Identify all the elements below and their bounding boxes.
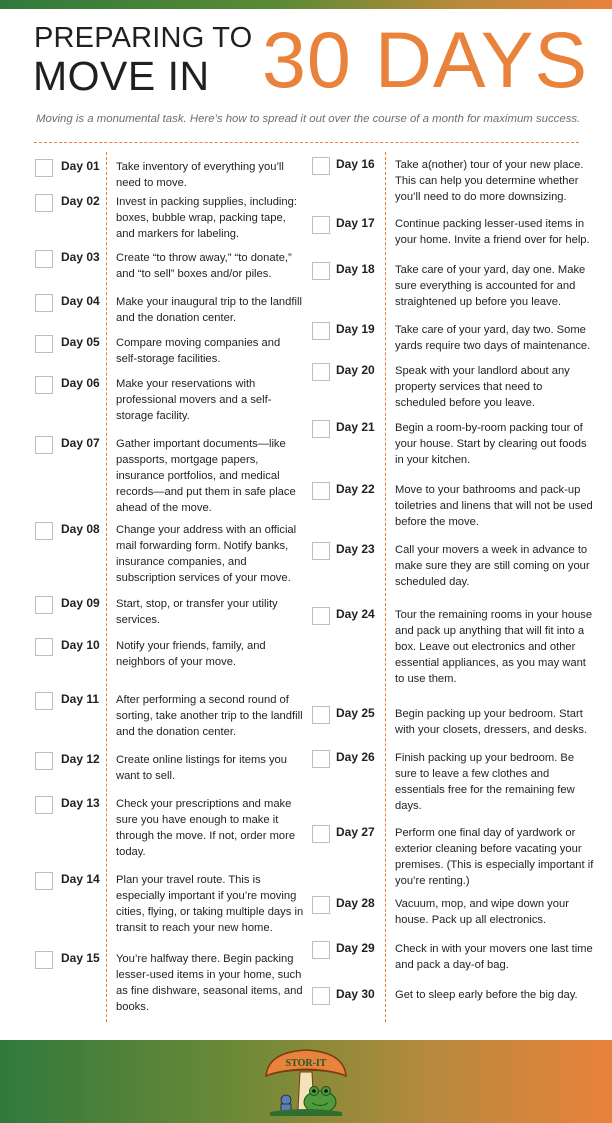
day-label: Day 08	[61, 522, 100, 536]
day-task: You’re halfway there. Begin packing lesser-used items in your home, such as fine dishware, seasonal items, and books.	[116, 953, 303, 1013]
day-task: Check your prescriptions and make sure you have enough to make it through the move. If not, order more today.	[116, 798, 296, 858]
day-task: Compare moving companies and self-storage facilities.	[116, 337, 281, 365]
frog-under-mushroom-logo	[262, 1046, 350, 1118]
day-label: Day 17	[336, 216, 375, 230]
title-days: 30 DAYS	[262, 15, 589, 104]
checkbox[interactable]	[312, 216, 330, 234]
day-task: Get to sleep early before the big day.	[395, 989, 578, 1001]
day-label: Day 06	[61, 376, 100, 390]
checkbox[interactable]	[312, 420, 330, 438]
day-task: Take a(nother) tour of your new place. This can help you determine whether you’ll need to do more downsizing.	[395, 159, 584, 203]
day-task: Finish packing up your bedroom. Be sure to leave a few clothes and essentials free for the remaining few days.	[395, 752, 575, 812]
day-label: Day 05	[61, 335, 100, 349]
day-label: Day 28	[336, 896, 375, 910]
day-task: Make your inaugural trip to the landfill and the donation center.	[116, 296, 302, 324]
checkbox[interactable]	[312, 706, 330, 724]
checkbox[interactable]	[35, 872, 53, 890]
checkbox[interactable]	[35, 376, 53, 394]
day-label: Day 30	[336, 987, 375, 1001]
day-task: Make your reservations with professional movers and a self-storage facility.	[116, 378, 272, 422]
checkbox[interactable]	[35, 752, 53, 770]
day-task: Call your movers a week in advance to make sure they are still coming on your scheduled day.	[395, 544, 590, 588]
day-task: Vacuum, mop, and wipe down your house. Pack up all electronics.	[395, 898, 569, 926]
checkbox[interactable]	[35, 250, 53, 268]
divider	[34, 142, 579, 143]
day-label: Day 18	[336, 262, 375, 276]
checkbox[interactable]	[35, 159, 53, 177]
day-task: Continue packing lesser-used items in your home. Invite a friend over for help.	[395, 218, 590, 246]
checkbox[interactable]	[312, 482, 330, 500]
checkbox[interactable]	[312, 607, 330, 625]
day-label: Day 01	[61, 159, 100, 173]
day-task: Check in with your movers one last time and pack a day-of bag.	[395, 943, 593, 971]
checkbox[interactable]	[35, 638, 53, 656]
day-label: Day 12	[61, 752, 100, 766]
checkbox[interactable]	[312, 750, 330, 768]
day-label: Day 14	[61, 872, 100, 886]
column-divider-left	[106, 152, 107, 1022]
checkbox[interactable]	[35, 335, 53, 353]
checkbox[interactable]	[312, 322, 330, 340]
day-task: Take care of your yard, day one. Make sure everything is accounted for and straightened up before you leave.	[395, 264, 586, 308]
day-label: Day 19	[336, 322, 375, 336]
day-task: Begin packing up your bedroom. Start with your closets, dressers, and desks.	[395, 708, 588, 736]
day-label: Day 21	[336, 420, 375, 434]
day-label: Day 27	[336, 825, 375, 839]
day-task: Move to your bathrooms and pack-up toiletries and linens that will not be used before the move.	[395, 484, 593, 528]
checkbox[interactable]	[312, 542, 330, 560]
day-label: Day 22	[336, 482, 375, 496]
day-label: Day 02	[61, 194, 100, 208]
day-label: Day 10	[61, 638, 100, 652]
day-label: Day 13	[61, 796, 100, 810]
day-label: Day 11	[61, 692, 100, 706]
day-task: Take inventory of everything you’ll need to move.	[116, 161, 284, 189]
day-task: Change your address with an official mail forwarding form. Notify banks, insurance companies, and subscription services of your move.	[116, 524, 297, 584]
checkbox[interactable]	[312, 825, 330, 843]
day-label: Day 15	[61, 951, 100, 965]
day-label: Day 29	[336, 941, 375, 955]
day-label: Day 16	[336, 157, 375, 171]
top-accent-bar	[0, 0, 612, 9]
day-task: Plan your travel route. This is especially important if you’re moving cities, flying, or taking multiple days in transit to reach your new home.	[116, 874, 304, 934]
title-line-1: PREPARING TO	[34, 22, 253, 54]
checkbox[interactable]	[312, 262, 330, 280]
column-divider-right	[385, 152, 386, 1022]
day-label: Day 26	[336, 750, 375, 764]
checkbox[interactable]	[35, 194, 53, 212]
day-task: Create “to throw away,” “to donate,” and “to sell” boxes and/or piles.	[116, 252, 292, 280]
day-task: Take care of your yard, day two. Some yards require two days of maintenance.	[395, 324, 591, 352]
day-task: After performing a second round of sorting, take another trip to the landfill and the donation center.	[116, 694, 303, 738]
checkbox[interactable]	[35, 596, 53, 614]
checkbox[interactable]	[312, 363, 330, 381]
checkbox[interactable]	[35, 951, 53, 969]
checkbox[interactable]	[312, 987, 330, 1005]
day-task: Start, stop, or transfer your utility services.	[116, 598, 278, 626]
day-label: Day 09	[61, 596, 100, 610]
checkbox[interactable]	[35, 692, 53, 710]
checkbox[interactable]	[35, 522, 53, 540]
checkbox[interactable]	[312, 941, 330, 959]
day-label: Day 24	[336, 607, 375, 621]
day-label: Day 20	[336, 363, 375, 377]
day-task: Create online listings for items you want to sell.	[116, 754, 287, 782]
day-task: Gather important documents—like passports, mortgage papers, insurance portfolios, and medical records—and put them in safe place ahead of the move.	[116, 438, 296, 514]
subtitle: Moving is a monumental task. Here’s how to spread it out over the course of a month for maximum success.	[36, 113, 581, 125]
day-task: Notify your friends, family, and neighbors of your move.	[116, 640, 266, 668]
checkbox[interactable]	[312, 157, 330, 175]
day-task: Speak with your landlord about any property services that need to scheduled before you leave.	[395, 365, 570, 409]
day-task: Tour the remaining rooms in your house and pack up anything that will fit into a box. Leave out electronics and other essential appliances, as you may want to use them.	[395, 609, 593, 685]
day-task: Begin a room-by-room packing tour of your house. Start by clearing out foods in your kitchen.	[395, 422, 587, 466]
day-label: Day 04	[61, 294, 100, 308]
logo-text: STOR-IT	[285, 1058, 327, 1069]
checkbox[interactable]	[35, 436, 53, 454]
day-label: Day 07	[61, 436, 100, 450]
day-task: Invest in packing supplies, including: boxes, bubble wrap, packing tape, and markers for labeling.	[116, 196, 297, 240]
day-label: Day 03	[61, 250, 100, 264]
day-task: Perform one final day of yardwork or exterior cleaning before vacating your premises. (This is especially important if you’re renting.)	[395, 827, 594, 887]
day-label: Day 23	[336, 542, 375, 556]
checkbox[interactable]	[35, 294, 53, 312]
title-line-2: MOVE IN	[33, 53, 210, 99]
checkbox[interactable]	[35, 796, 53, 814]
checkbox[interactable]	[312, 896, 330, 914]
day-label: Day 25	[336, 706, 375, 720]
